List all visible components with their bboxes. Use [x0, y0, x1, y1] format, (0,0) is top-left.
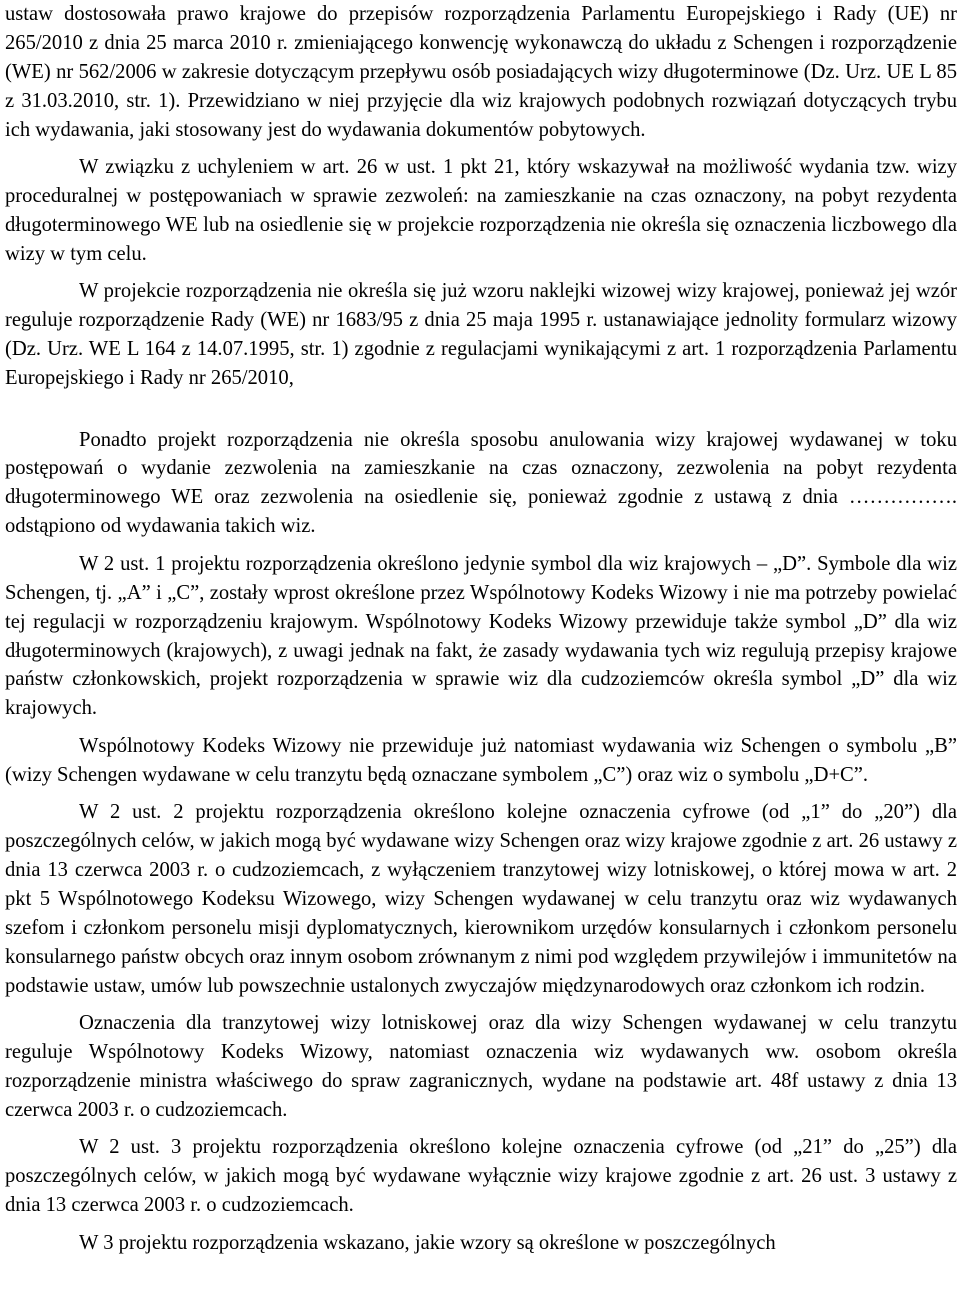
paragraph: W 2 ust. 1 projektu rozporządzenia określono jedynie symbol dla wiz krajowych – „D”. Symbole dla wiz Schengen, tj. „A” i „C”, zostały wprost określone przez Wspólnotowy Kodeks Wizowy i nie ma potrzeby powielać tej regulacji w rozporządzeniu krajowym. Wspólnotowy Kodeks Wizowy przewiduje także symbol „D” dla wiz długoterminowych (krajowych), z uwagi jednak na fakt, że zasady wydawania tych wiz regulują przepisy krajowe państw członkowskich, projekt rozporządzenia w sprawie wiz dla cudzoziemców określa symbol „D” dla wiz krajowych. — [5, 552, 957, 720]
paragraph: Wspólnotowy Kodeks Wizowy nie przewiduje już natomiast wydawania wiz Schengen o symbolu „B” (wizy Schengen wydawane w celu tranzytu będą oznaczane symbolem „C”) oraz wiz o symbolu „D+C”. — [5, 734, 957, 786]
paragraph: W 3 projektu rozporządzenia wskazano, jakie wzory są określone w poszczególnych — [79, 1231, 776, 1254]
blank-line — [5, 402, 957, 426]
paragraph: Ponadto projekt rozporządzenia nie określa sposobu anulowania wizy krajowej wydawanej w toku postępowań o wydanie zezwolenia na zamieszkanie na czas oznaczony, zezwolenia na pobyt rezydenta długoterminowego WE oraz zezwolenia na osiedlenie się, ponieważ zgodnie z ustawą z dnia ……………. odstąpiono od wydawania takich wiz. — [5, 428, 957, 538]
paragraph: W 2 ust. 2 projektu rozporządzenia określono kolejne oznaczenia cyfrowe (od „1” do „20”) dla poszczególnych celów, w jakich mogą być wydawane wizy Schengen oraz wizy krajowe zgodnie z art. 26 ustawy z dnia 13 czerwca 2003 r. o cudzoziemcach, z wyłączeniem tranzytowej wizy lotniskowej, o której mowa w art. 2 pkt 5 Wspólnotowego Kodeksu Wizowego, wizy Schengen wydawanej w celu tranzytu oraz wiz wydawanych szefom i członkom personelu misji dyplomatycznych, kierownikom urzędów konsularnych i członkom personelu konsularnego państw obcych oraz innym osobom zrównanym z nimi pod względem przywilejów i immunitetów na podstawie ustaw, umów lub powszechnie ustalonych zwyczajów międzynarodowych oraz członkom ich rodzin. — [5, 801, 957, 997]
paragraph: Oznaczenia dla tranzytowej wizy lotniskowej oraz dla wizy Schengen wydawanej w celu tranzytu reguluje Wspólnotowy Kodeks Wizowy, natomiast oznaczenia wiz wydawanych ww. osobom określa rozporządzenie ministra właściwego do spraw zagranicznych, wydane na podstawie art. 48f ustawy z dnia 13 czerwca 2003 r. o cudzoziemcach. — [5, 1012, 957, 1121]
paragraph: W związku z uchyleniem w art. 26 w ust. 1 pkt 21, który wskazywał na możliwość wydania tzw. wizy proceduralnej w postępowaniach w sprawie zezwoleń: na zamieszkanie na czas oznaczony, na pobyt rezydenta długoterminowego WE lub na osiedlenie się w projekcie rozporządzenia nie określa się oznaczenia liczbowego dla wizy w tym celu. — [5, 156, 957, 265]
paragraph: W projekcie rozporządzenia nie określa się już wzoru naklejki wizowej wizy krajowej, ponieważ jej wzór reguluje rozporządzenie Rady (WE) nr 1683/95 z dnia 25 maja 1995 r. ustanawiające jednolity formularz wizowy (Dz. Urz. WE L 164 z 14.07.1995, str. 1) zgodnie z regulacjami wynikającymi z art. 1 rozporządzenia Parlamentu Europejskiego i Rady nr 265/2010, — [5, 280, 957, 390]
paragraph: W 2 ust. 3 projektu rozporządzenia określono kolejne oznaczenia cyfrowe (od „21” do „25”) dla poszczególnych celów, w jakich mogą być wydawane wyłącznie wizy krajowe zgodnie z art. 26 ust. 3 ustawy z dnia 13 czerwca 2003 r. o cudzoziemcach. — [5, 1136, 957, 1217]
paragraph: ustaw dostosowała prawo krajowe do przepisów rozporządzenia Parlamentu Europejskiego i Rady (UE) nr 265/2010 z dnia 25 marca 2010 r. zmieniającego konwencję wykonawczą do układu z Schengen i rozporządzenie (WE) nr 562/2006 w zakresie dotyczącym przepływu osób posiadających wizy długoterminowe (Dz. Urz. UE L 85 z 31.03.2010, str. 1). Przewidziano w niej przyjęcie dla wiz krajowych podobnych rozwiązań dotyczących trybu ich wydawania, jaki stosowany jest do wydawania dokumentów pobytowych. — [5, 3, 957, 141]
document-page — [5, 0, 957, 1266]
